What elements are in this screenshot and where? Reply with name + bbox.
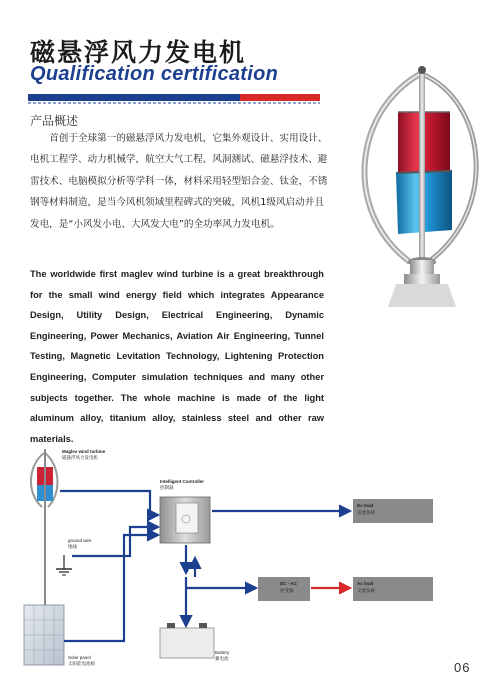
inverter-label-en: DC - AC <box>280 581 297 586</box>
overview-paragraph-cn: 首创于全球第一的磁悬浮风力发电机，它集外观设计、实用设计、电机工程学、动力机械学，航空大气工程、风洞测试、磁悬浮技术、避雷技术、电脑模拟分析等学科一体，材料采用轻型铝合金、钛金，不锈钢等材料制造，是当今风机领域里程碑式的突破，风机1级风启动并且发电，是“小风发小电、大风发大电”的全功率风力发电机。 <box>30 133 328 230</box>
turbine-small-icon <box>31 449 58 609</box>
page-title-cn: 磁悬浮风力发电机 <box>30 38 247 67</box>
controller-label-en: Intelligent Controller <box>160 479 205 484</box>
controller-label-cn: 控制器 <box>160 485 174 490</box>
underline-blue-segment <box>28 94 240 101</box>
page-title-en: Qualification certification <box>30 63 279 85</box>
ground-label-cn: 地线 <box>68 544 77 549</box>
title-underline-band <box>28 94 320 101</box>
dc-load-label-cn: 直流负载 <box>357 510 375 515</box>
ac-load-label-en: Ac load <box>357 581 374 586</box>
turbine-label-en: Maglev wind turbine <box>62 449 106 454</box>
turbine-label-cn: 磁悬浮风力发电机 <box>62 455 98 460</box>
battery-label-cn: 蓄电池 <box>215 656 229 661</box>
wire-turbine-to-controller <box>60 491 158 515</box>
ac-load-label-cn: 交流负载 <box>357 588 375 593</box>
ground-symbol <box>56 555 72 575</box>
underline-dotted-rule <box>28 102 320 104</box>
controller-box <box>160 497 210 543</box>
system-diagram <box>20 445 440 673</box>
battery-label-en: Battery <box>215 650 230 655</box>
page-number: 06 <box>454 660 471 675</box>
overview-paragraph-en: The worldwide first maglev wind turbine is a great breakthrough for the small wind energy field which integrates Appearance Design, Utility Design, Electrical Engineering, Dynamic Engineering, Power Mechanics, Aviation Air Engineering, Tunnel Testing, Magnetic Levitation Technology, Lightening Protection Engineering, Computer simulation techniques and many other subjects together. The whole machine is made of the light aluminum alloy, titanium alloy, stainless steel and other raw materials. <box>30 269 324 444</box>
wire-solar-to-controller <box>64 535 158 641</box>
solar-panel-icon <box>24 605 64 665</box>
turbine-product-photo <box>338 62 488 307</box>
underline-red-segment <box>240 94 320 101</box>
ground-label-en: ground wire <box>68 538 92 543</box>
inverter-label-cn: 逆变器 <box>280 588 294 593</box>
overview-heading: 产品概述 <box>30 114 79 128</box>
battery-icon <box>160 623 214 658</box>
solar-label-cn: 太阳能电池板 <box>68 661 95 666</box>
dc-load-label-en: Dc load <box>357 503 374 508</box>
solar-label-en: Solar panel <box>68 655 91 660</box>
